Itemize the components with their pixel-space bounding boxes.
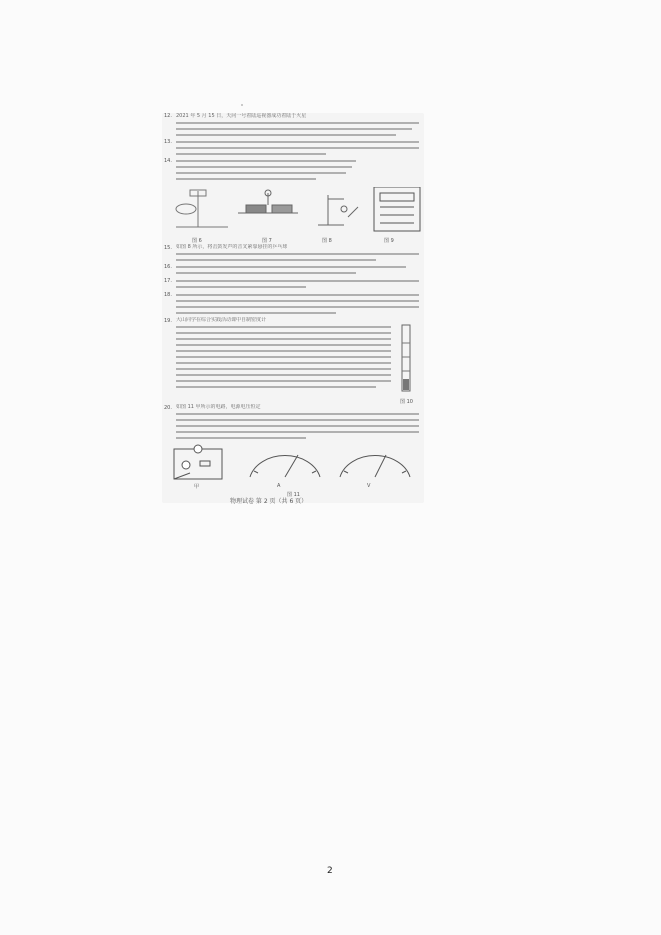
question-13-text: 如图 8 所示，将击鼓发声的音叉紧靠悬挂的乒乓球 [176,244,288,250]
fig11-circuit-and-meters [170,443,420,488]
question-19-text: 大山同学在综合实践活动课中自制密度计 [176,317,267,323]
text-line [176,300,419,302]
text-line [176,374,391,376]
figure-caption: 图 7 [262,238,272,244]
figure-caption: 图 6 [192,238,202,244]
question-number: 20. [164,405,172,411]
figure-caption: 图 11 [287,492,300,498]
text-line [176,344,391,346]
text-line [176,356,391,358]
text-line [176,294,419,296]
text-line [176,141,419,143]
figures-row-6-9 [168,187,423,232]
ammeter-dial [250,455,320,477]
text-line [176,122,419,124]
text-line [176,380,391,382]
page-number: 2 [327,866,333,876]
fig6-led-lamp [176,190,228,227]
fig8-stand [318,195,358,225]
text-line [176,312,336,314]
text-line [176,266,406,268]
text-line [176,147,419,149]
text-line [176,128,412,130]
figure-caption: 图 9 [384,238,394,244]
figure-caption: 图 10 [400,399,413,405]
figure-caption: 图 8 [322,238,332,244]
text-line [176,350,391,352]
page-footer: 物理试卷 第 2 页（共 6 页） [230,498,308,505]
text-line [176,332,391,334]
text-line [176,338,391,340]
text-line [176,172,346,174]
question-number: 19. [164,318,172,324]
text-line [176,386,376,388]
meter-label: A [277,483,281,489]
voltmeter-dial [340,455,410,477]
text-line [176,431,419,433]
question-number: 18. [164,292,172,298]
text-line [176,134,396,136]
text-line [176,419,419,421]
question-number: 13. [164,139,172,145]
fig7-track [238,190,298,213]
text-line [176,286,306,288]
meter-label: V [367,483,371,489]
fig9-meter-box [374,187,420,231]
text-line [176,306,419,308]
scan-speck [241,104,243,106]
circuit-label: 甲 [194,484,200,490]
question-12-text: 2021 年 5 月 15 日，天问一号着陆巡视器成功着陆于火星 [176,113,307,119]
text-line [176,413,419,415]
text-line [176,437,306,439]
text-line [176,280,419,282]
text-line [176,326,391,328]
text-line [176,160,356,162]
text-line [176,178,316,180]
text-line [176,259,376,261]
text-line [176,253,419,255]
question-number: 14. [164,158,172,164]
question-number: 15. [164,245,172,251]
text-line [176,272,356,274]
question-number: 12. [164,113,172,119]
exam-sheet [162,113,424,503]
question-number: 16. [164,264,172,270]
fig10-densimeter [396,323,420,395]
text-line [176,166,352,168]
question-number: 17. [164,278,172,284]
text-line [176,153,326,155]
question-20-text: 如图 11 甲所示的电路，电源电压恒定 [176,404,261,410]
text-line [176,362,391,364]
text-line [176,425,419,427]
circuit-diagram [174,445,222,479]
text-line [176,368,391,370]
